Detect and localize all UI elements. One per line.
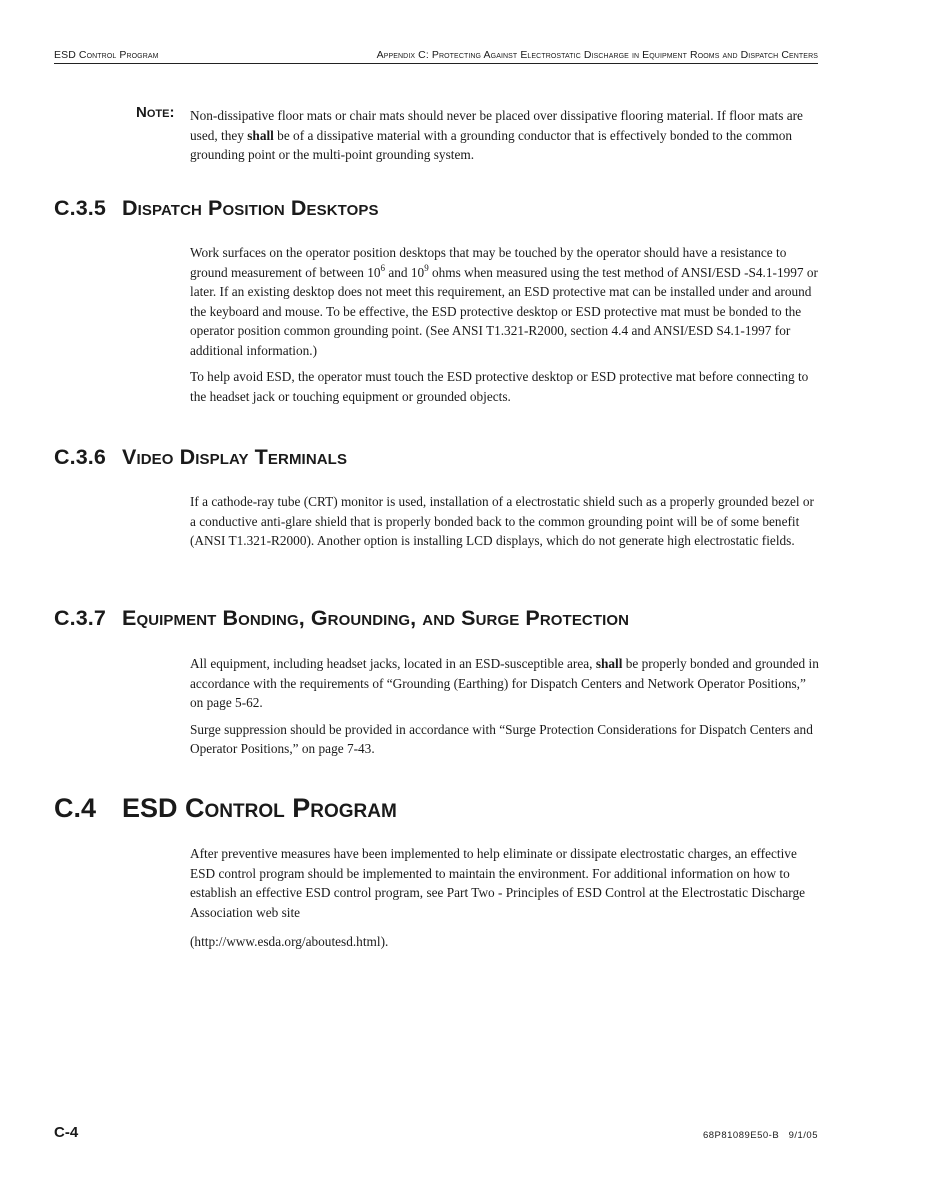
paragraph: If a cathode-ray tube (CRT) monitor is used, installation of a electrostatic shield such as a properly grounded bezel or a conductive anti-glare shield that is properly bonded back to the common grounding point will be of some benefit (ANSI T1.321-R2000). Another option is installing LCD displays, which do not generate high electrostatic fields. — [190, 494, 814, 548]
page-number: C-4 — [54, 1124, 79, 1141]
header-divider — [54, 63, 818, 64]
note-text-start: Non-dissipative floor mats or chair mats should never be placed over dissipative flooring material. If floor mats are used, they — [190, 108, 803, 143]
document-id: 68P81089E50-B 9/1/05 — [702, 1130, 818, 1141]
paragraph-text: ohms when measured using the test method of ANSI/ESD -S4.1-1997 or later. If an existing desktop does not meet this requirement, an ESD protective mat can be installed under and around the keyboard and mouse. To be effective, the ESD protective desktop or ESD protective mat must be bonded to the operator position common grounding point. (See ANSI T1.321-R2000, section 4.4 and ANSI/ESD S4.1-1997 for additional information.) — [190, 264, 818, 358]
paragraph: Surge suppression should be provided in accordance with “Surge Protection Considerations for Dispatch Centers and Operator Positions,” on page 7-43. — [190, 721, 813, 756]
section-title: ESD Control Program — [122, 793, 397, 823]
paragraph-text: be properly bonded and grounded in accordance with the requirements of “Grounding (Earthing) for Dispatch Centers and Network Operator Positions,” on page 5-62. — [190, 656, 819, 710]
paragraph: To help avoid ESD, the operator must touch the ESD protective desktop or ESD protective mat before connecting to the headset jack or touching equipment or grounded objects. — [190, 369, 809, 404]
note-bold-word: shall — [247, 127, 274, 143]
section-number: C.3.5 — [54, 196, 106, 220]
paragraph: After preventive measures have been implemented to help eliminate or dissipate electrostatic charges, an effective ESD control program should be implemented to maintain the environment. For additional information on how to establish an effective ESD control program, see Part Two - Principles of ESD Control at the Electrostatic Discharge Association web site — [190, 846, 806, 920]
paragraph-text: and 10 — [385, 264, 425, 280]
section-title: Equipment Bonding, Grounding, and Surge Protection — [122, 606, 630, 630]
section-title: Dispatch Position Desktops — [122, 196, 379, 220]
note-label: Note: — [136, 104, 175, 121]
paragraph — [190, 243, 820, 360]
superscript: 6 — [380, 262, 386, 273]
section-body-c36 — [190, 492, 820, 558]
bold-word: shall — [595, 656, 623, 671]
section-number: C.3.7 — [54, 606, 106, 630]
section-heading-c4 — [54, 793, 397, 824]
section-body-c37 — [190, 654, 820, 766]
header-right-title: Appendix C: Protecting Against Electrostatic Discharge in Equipment Rooms and Dispatch Centers — [376, 49, 818, 61]
running-header — [54, 49, 818, 63]
section-heading-c36 — [54, 445, 347, 470]
paragraph — [190, 654, 820, 713]
superscript: 9 — [424, 262, 429, 273]
paragraph-text: All equipment, including headset jacks, located in an ESD-susceptible area, — [190, 656, 596, 671]
section-number: C.3.6 — [54, 445, 106, 469]
header-left-title: ESD Control Program — [54, 49, 159, 61]
paragraph-text: Work surfaces on the operator position desktops that may be touched by the operator should have a resistance to ground measurement of between 10 — [190, 245, 787, 280]
note-text — [190, 106, 824, 165]
url-paragraph: (http://www.esda.org/aboutesd.html). — [190, 934, 389, 949]
section-heading-c35 — [54, 196, 379, 221]
section-heading-c37 — [54, 606, 629, 631]
section-body-c4 — [190, 844, 820, 959]
section-number: C.4 — [54, 793, 97, 823]
note-text-end: be of a dissipative material with a grounding conductor that is effectively bonded to the common grounding point or the multi-point grounding system. — [190, 127, 793, 162]
section-title: Video Display Terminals — [122, 445, 348, 469]
section-body-c35 — [190, 243, 820, 413]
